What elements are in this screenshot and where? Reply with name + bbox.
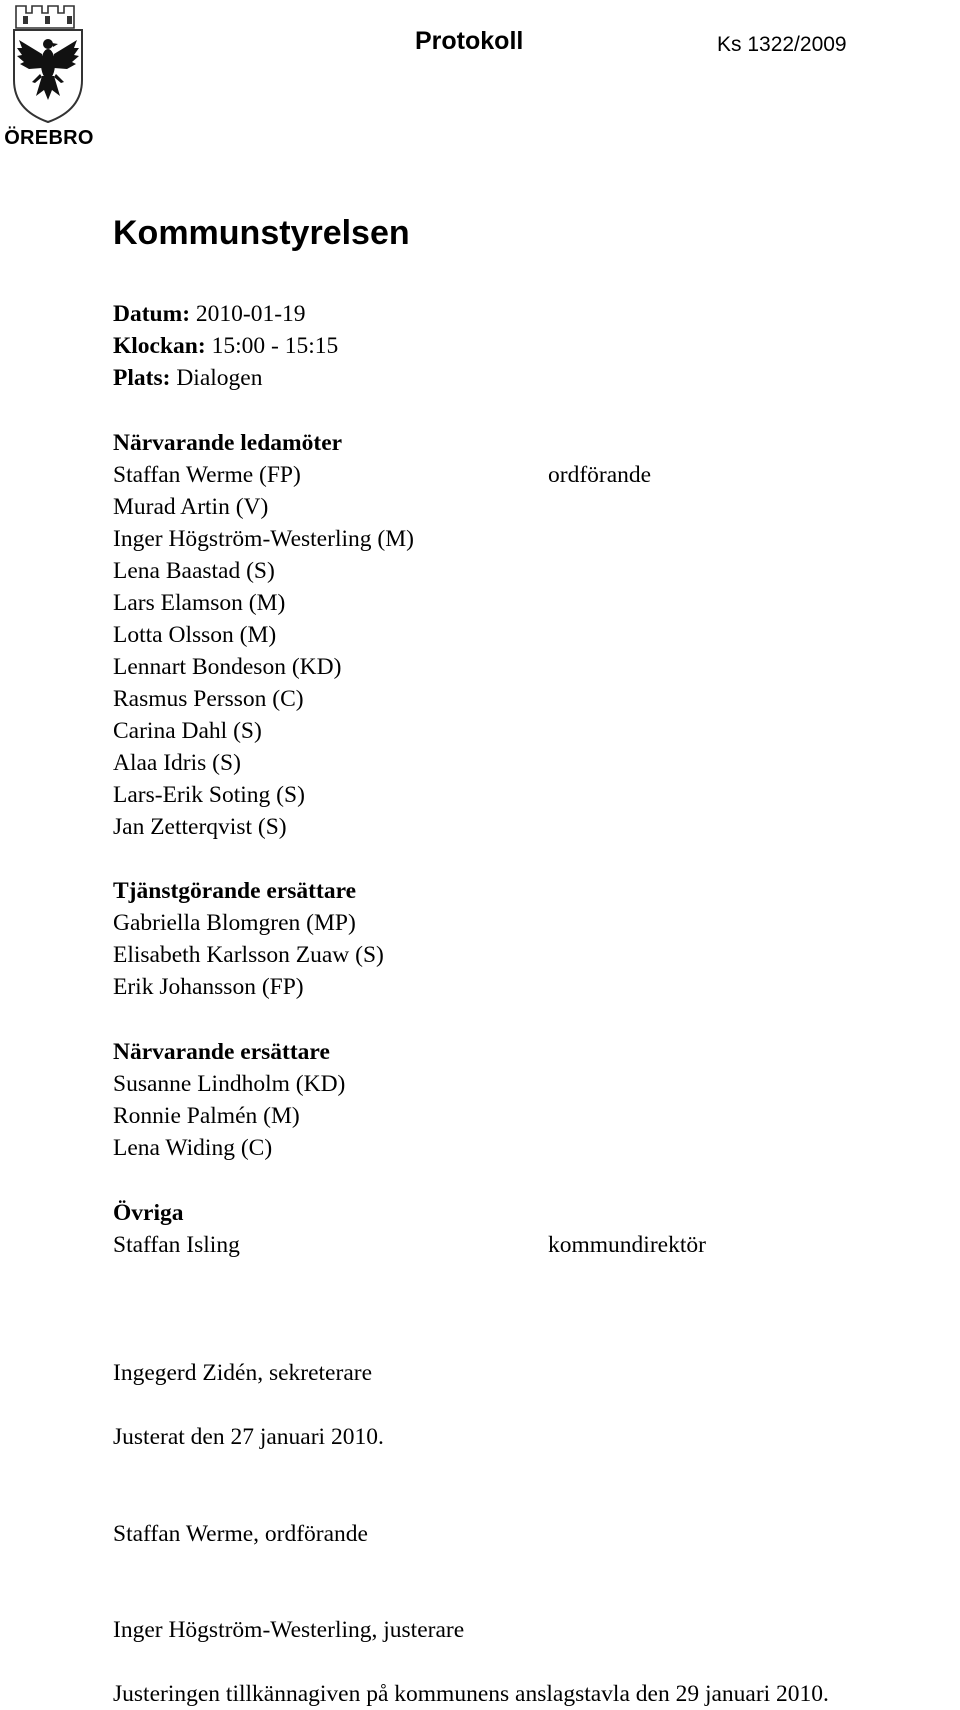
logo-city-name: ÖREBRO <box>4 127 94 149</box>
substitute-name: Erik Johansson (FP) <box>113 974 304 1000</box>
substitute-name: Gabriella Blomgren (MP) <box>113 910 356 936</box>
present-substitutes-heading: Närvarande ersättare <box>113 1039 330 1065</box>
member-name: Inger Högström-Westerling (M) <box>113 526 414 552</box>
member-name: Lars-Erik Soting (S) <box>113 782 305 808</box>
member-name: Rasmus Persson (C) <box>113 686 304 712</box>
member-name: Lena Baastad (S) <box>113 558 275 584</box>
serving-substitutes-heading: Tjänstgörande ersättare <box>113 878 357 904</box>
member-name: Murad Artin (V) <box>113 494 269 520</box>
meeting-date <box>113 298 306 330</box>
adjusted-date-line: Justerat den 27 januari 2010. <box>113 1424 384 1450</box>
coat-of-arms-icon <box>2 2 94 127</box>
substitute-name: Elisabeth Karlsson Zuaw (S) <box>113 942 384 968</box>
member-name: Lennart Bondeson (KD) <box>113 654 342 680</box>
present-members-heading: Närvarande ledamöter <box>113 430 343 456</box>
chair-signature-line: Staffan Werme, ordförande <box>113 1521 368 1547</box>
time-value: 15:00 - 15:15 <box>211 333 339 359</box>
member-name: Alaa Idris (S) <box>113 750 241 776</box>
others-heading: Övriga <box>113 1200 184 1226</box>
place-value: Dialogen <box>176 365 263 391</box>
orebro-logo <box>2 2 94 152</box>
adjuster-signature-line: Inger Högström-Westerling, justerare <box>113 1617 465 1643</box>
case-reference: Ks 1322/2009 <box>717 33 847 56</box>
member-name: Staffan Werme (FP) <box>113 462 301 488</box>
page-title: Kommunstyrelsen <box>113 214 410 252</box>
time-label: Klockan: <box>113 333 206 359</box>
meeting-place <box>113 362 262 394</box>
substitute-name: Ronnie Palmén (M) <box>113 1103 300 1129</box>
substitute-name: Susanne Lindholm (KD) <box>113 1071 346 1097</box>
document-type: Protokoll <box>415 27 524 55</box>
secretary-line: Ingegerd Zidén, sekreterare <box>113 1360 373 1386</box>
place-label: Plats: <box>113 365 171 391</box>
date-label: Datum: <box>113 301 191 327</box>
other-role: kommundirektör <box>548 1232 706 1258</box>
substitute-name: Lena Widing (C) <box>113 1135 273 1161</box>
member-role: ordförande <box>548 462 652 488</box>
member-name: Jan Zetterqvist (S) <box>113 814 287 840</box>
member-name: Lotta Olsson (M) <box>113 622 277 648</box>
date-value: 2010-01-19 <box>195 301 306 327</box>
member-name: Carina Dahl (S) <box>113 718 262 744</box>
member-name: Lars Elamson (M) <box>113 590 286 616</box>
meeting-time <box>113 330 338 362</box>
announcement-line: Justeringen tillkännagiven på kommunens anslagstavla den 29 januari 2010. <box>113 1681 829 1707</box>
other-name: Staffan Isling <box>113 1232 240 1258</box>
